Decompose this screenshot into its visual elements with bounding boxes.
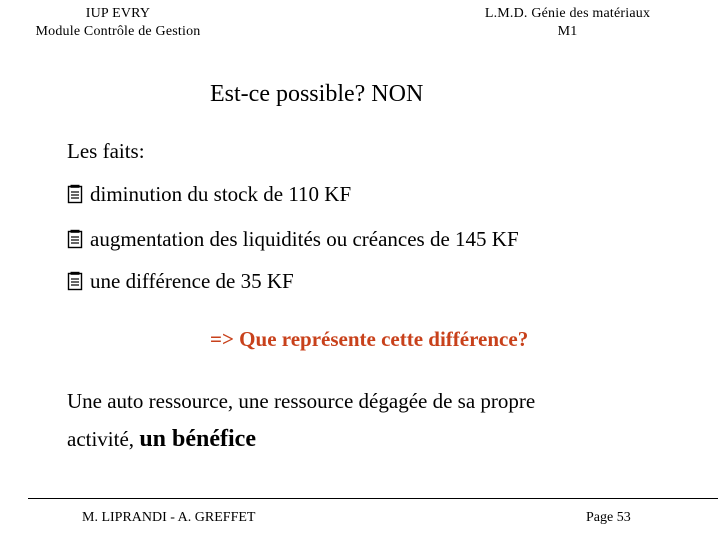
fact-item [67, 181, 351, 207]
notepad-icon [67, 184, 83, 204]
answer-line-2 [67, 424, 256, 457]
header-institution: IUP EVRY [85, 6, 151, 21]
header-program: L.M.D. Génie des matériaux [484, 6, 651, 21]
notepad-icon [67, 229, 83, 249]
header-right [460, 5, 675, 41]
answer-line-1: Une auto ressource, une ressource dégagée de sa propre [67, 389, 536, 413]
notepad-icon [67, 271, 83, 291]
question-text: => Que représente cette différence? [210, 327, 529, 351]
answer-emphasis: un bénéfice [139, 426, 256, 452]
footer-authors: M. LIPRANDI - A. GREFFET [82, 510, 256, 525]
header-level: M1 [557, 24, 578, 39]
fact-item [67, 268, 294, 294]
header-module: Module Contrôle de Gestion [35, 24, 201, 39]
header-left [0, 5, 236, 41]
page-number: Page 53 [586, 510, 631, 525]
footer-divider [28, 498, 718, 499]
answer-plain-text: activité, [67, 427, 140, 451]
fact-item [67, 226, 519, 252]
fact-text: augmentation des liquidités ou créances de 145 KF [90, 227, 519, 251]
slide-title: Est-ce possible? NON [210, 81, 424, 107]
facts-heading: Les faits: [67, 139, 145, 163]
fact-text: diminution du stock de 110 KF [90, 182, 352, 206]
fact-text: une différence de 35 KF [90, 269, 294, 293]
